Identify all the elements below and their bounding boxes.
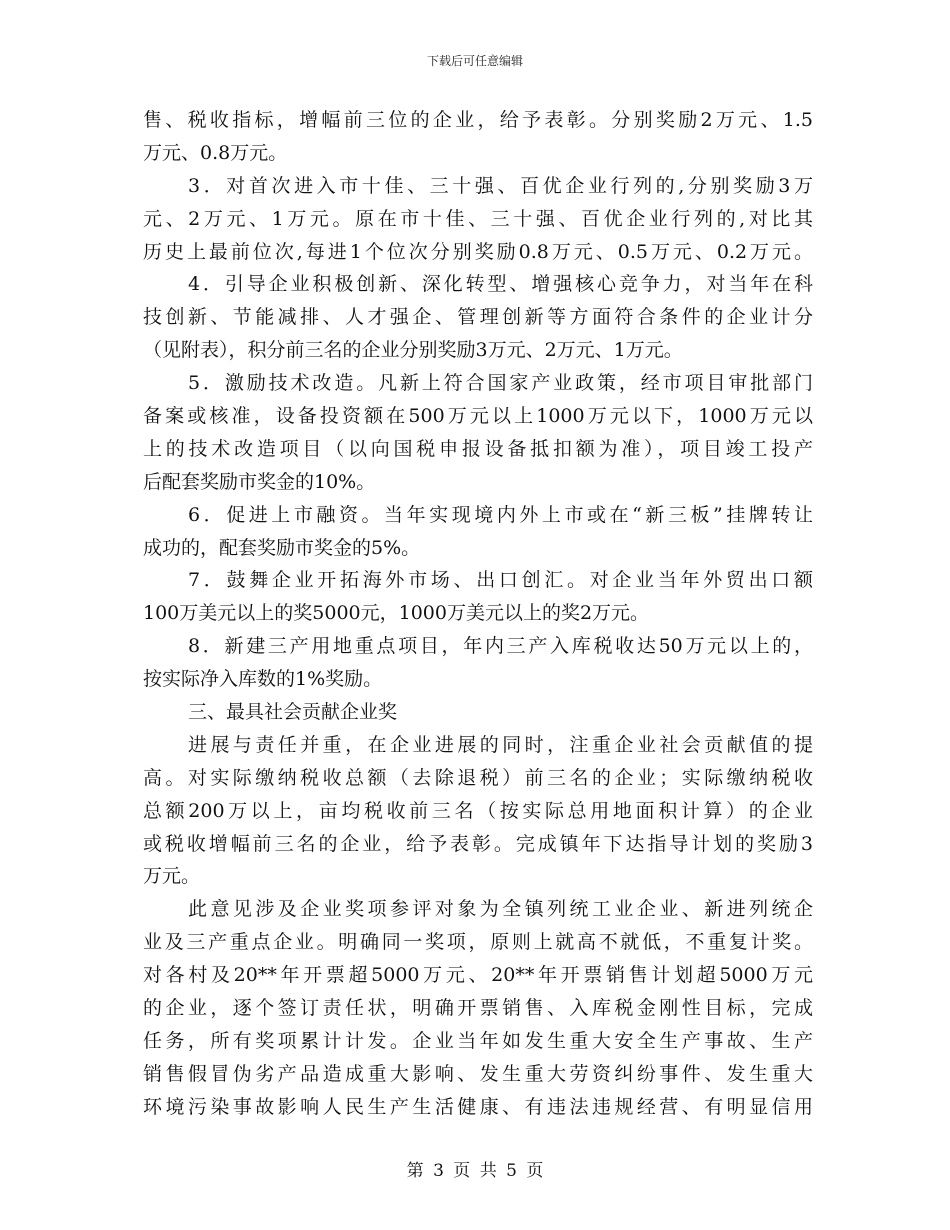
text-line: 5．激励技术改造。凡新上符合国家产业政策，经市项目审批部门 — [188, 372, 813, 395]
page-number-footer: 第 3 页 共 5 页 — [406, 1161, 544, 1181]
text-line: 4．引导企业积极创新、深化转型、增强核心竞争力，对当年在科 — [188, 273, 813, 296]
text-line: 6．促进上市融资。当年实现境内外上市或在“新三板”挂牌转让 — [188, 503, 813, 526]
text-line: 万元。 — [143, 865, 201, 888]
page-header-note: 下载后可任意编辑 — [426, 54, 523, 68]
text-line: 业及三产重点企业。明确同一奖项，原则上就高不就低，不重复计奖。 — [143, 931, 813, 954]
text-line: 上的技术改造项目（以向国税申报设备抵扣额为准），项目竣工投产 — [143, 437, 813, 460]
text-line: 此意见涉及企业奖项参评对象为全镇列统工业企业、新进列统企 — [188, 898, 813, 921]
text-line: 元、2万元、1万元。原在市十佳、三十强、百优企业行列的,对比其 — [143, 207, 813, 230]
text-line: 100万美元以上的奖5000元，1000万美元以上的奖2万元。 — [143, 602, 650, 625]
text-line: 按实际净入库数的1%奖励。 — [143, 668, 383, 691]
text-line: 后配套奖励市奖金的10%。 — [143, 470, 376, 493]
text-line: 总额200万以上，亩均税收前三名（按实际总用地面积计算）的企业 — [143, 799, 813, 822]
text-line: 销售假冒伪劣产品造成重大影响、发生重大劳资纠纷事件、发生重大 — [143, 1062, 813, 1085]
text-line: 7．鼓舞企业开拓海外市场、出口创汇。对企业当年外贸出口额 — [188, 569, 813, 592]
text-line: 售、税收指标，增幅前三位的企业，给予表彰。分别奖励2万元、1.5 — [143, 109, 813, 131]
text-line: 的企业，逐个签订责任状，明确开票销售、入库税金刚性目标，完成 — [143, 997, 813, 1020]
text-line: 任务，所有奖项累计计发。企业当年如发生重大安全生产事故、生产 — [143, 1029, 813, 1052]
text-line: 8．新建三产用地重点项目，年内三产入库税收达50万元以上的， — [188, 635, 813, 658]
text-line: 万元、0.8万元。 — [143, 141, 288, 164]
text-line: 进展与责任并重，在企业进展的同时，注重企业社会贡献值的提 — [188, 733, 813, 756]
text-line: 三、最具社会贡献企业奖 — [188, 701, 398, 724]
text-line: 环境污染事故影响人民生产生活健康、有违法违规经营、有明显信用 — [143, 1095, 813, 1118]
text-line: 3．对首次进入市十佳、三十强、百优企业行列的,分别奖励3万 — [188, 174, 813, 197]
text-line: （见附表），积分前三名的企业分别奖励3万元、2万元、1万元。 — [143, 339, 683, 362]
text-line: 历史上最前位次,每进1个位次分别奖励0.8万元、0.5万元、0.2万元。 — [143, 240, 813, 263]
document-body — [143, 104, 813, 1124]
text-line: 对各村及20**年开票超5000万元、20**年开票销售计划超5000万元 — [143, 964, 813, 987]
text-line: 技创新、节能减排、人才强企、管理创新等方面符合条件的企业计分 — [143, 306, 813, 329]
text-line: 备案或核准，设备投资额在500万元以上1000万元以下，1000万元以 — [143, 405, 813, 428]
text-line: 成功的，配套奖励市奖金的5%。 — [143, 536, 421, 559]
text-line: 或税收增幅前三名的企业，给予表彰。完成镇年下达指导计划的奖励3 — [143, 832, 813, 855]
text-line: 高。对实际缴纳税收总额（去除退税）前三名的企业；实际缴纳税收 — [143, 766, 813, 789]
